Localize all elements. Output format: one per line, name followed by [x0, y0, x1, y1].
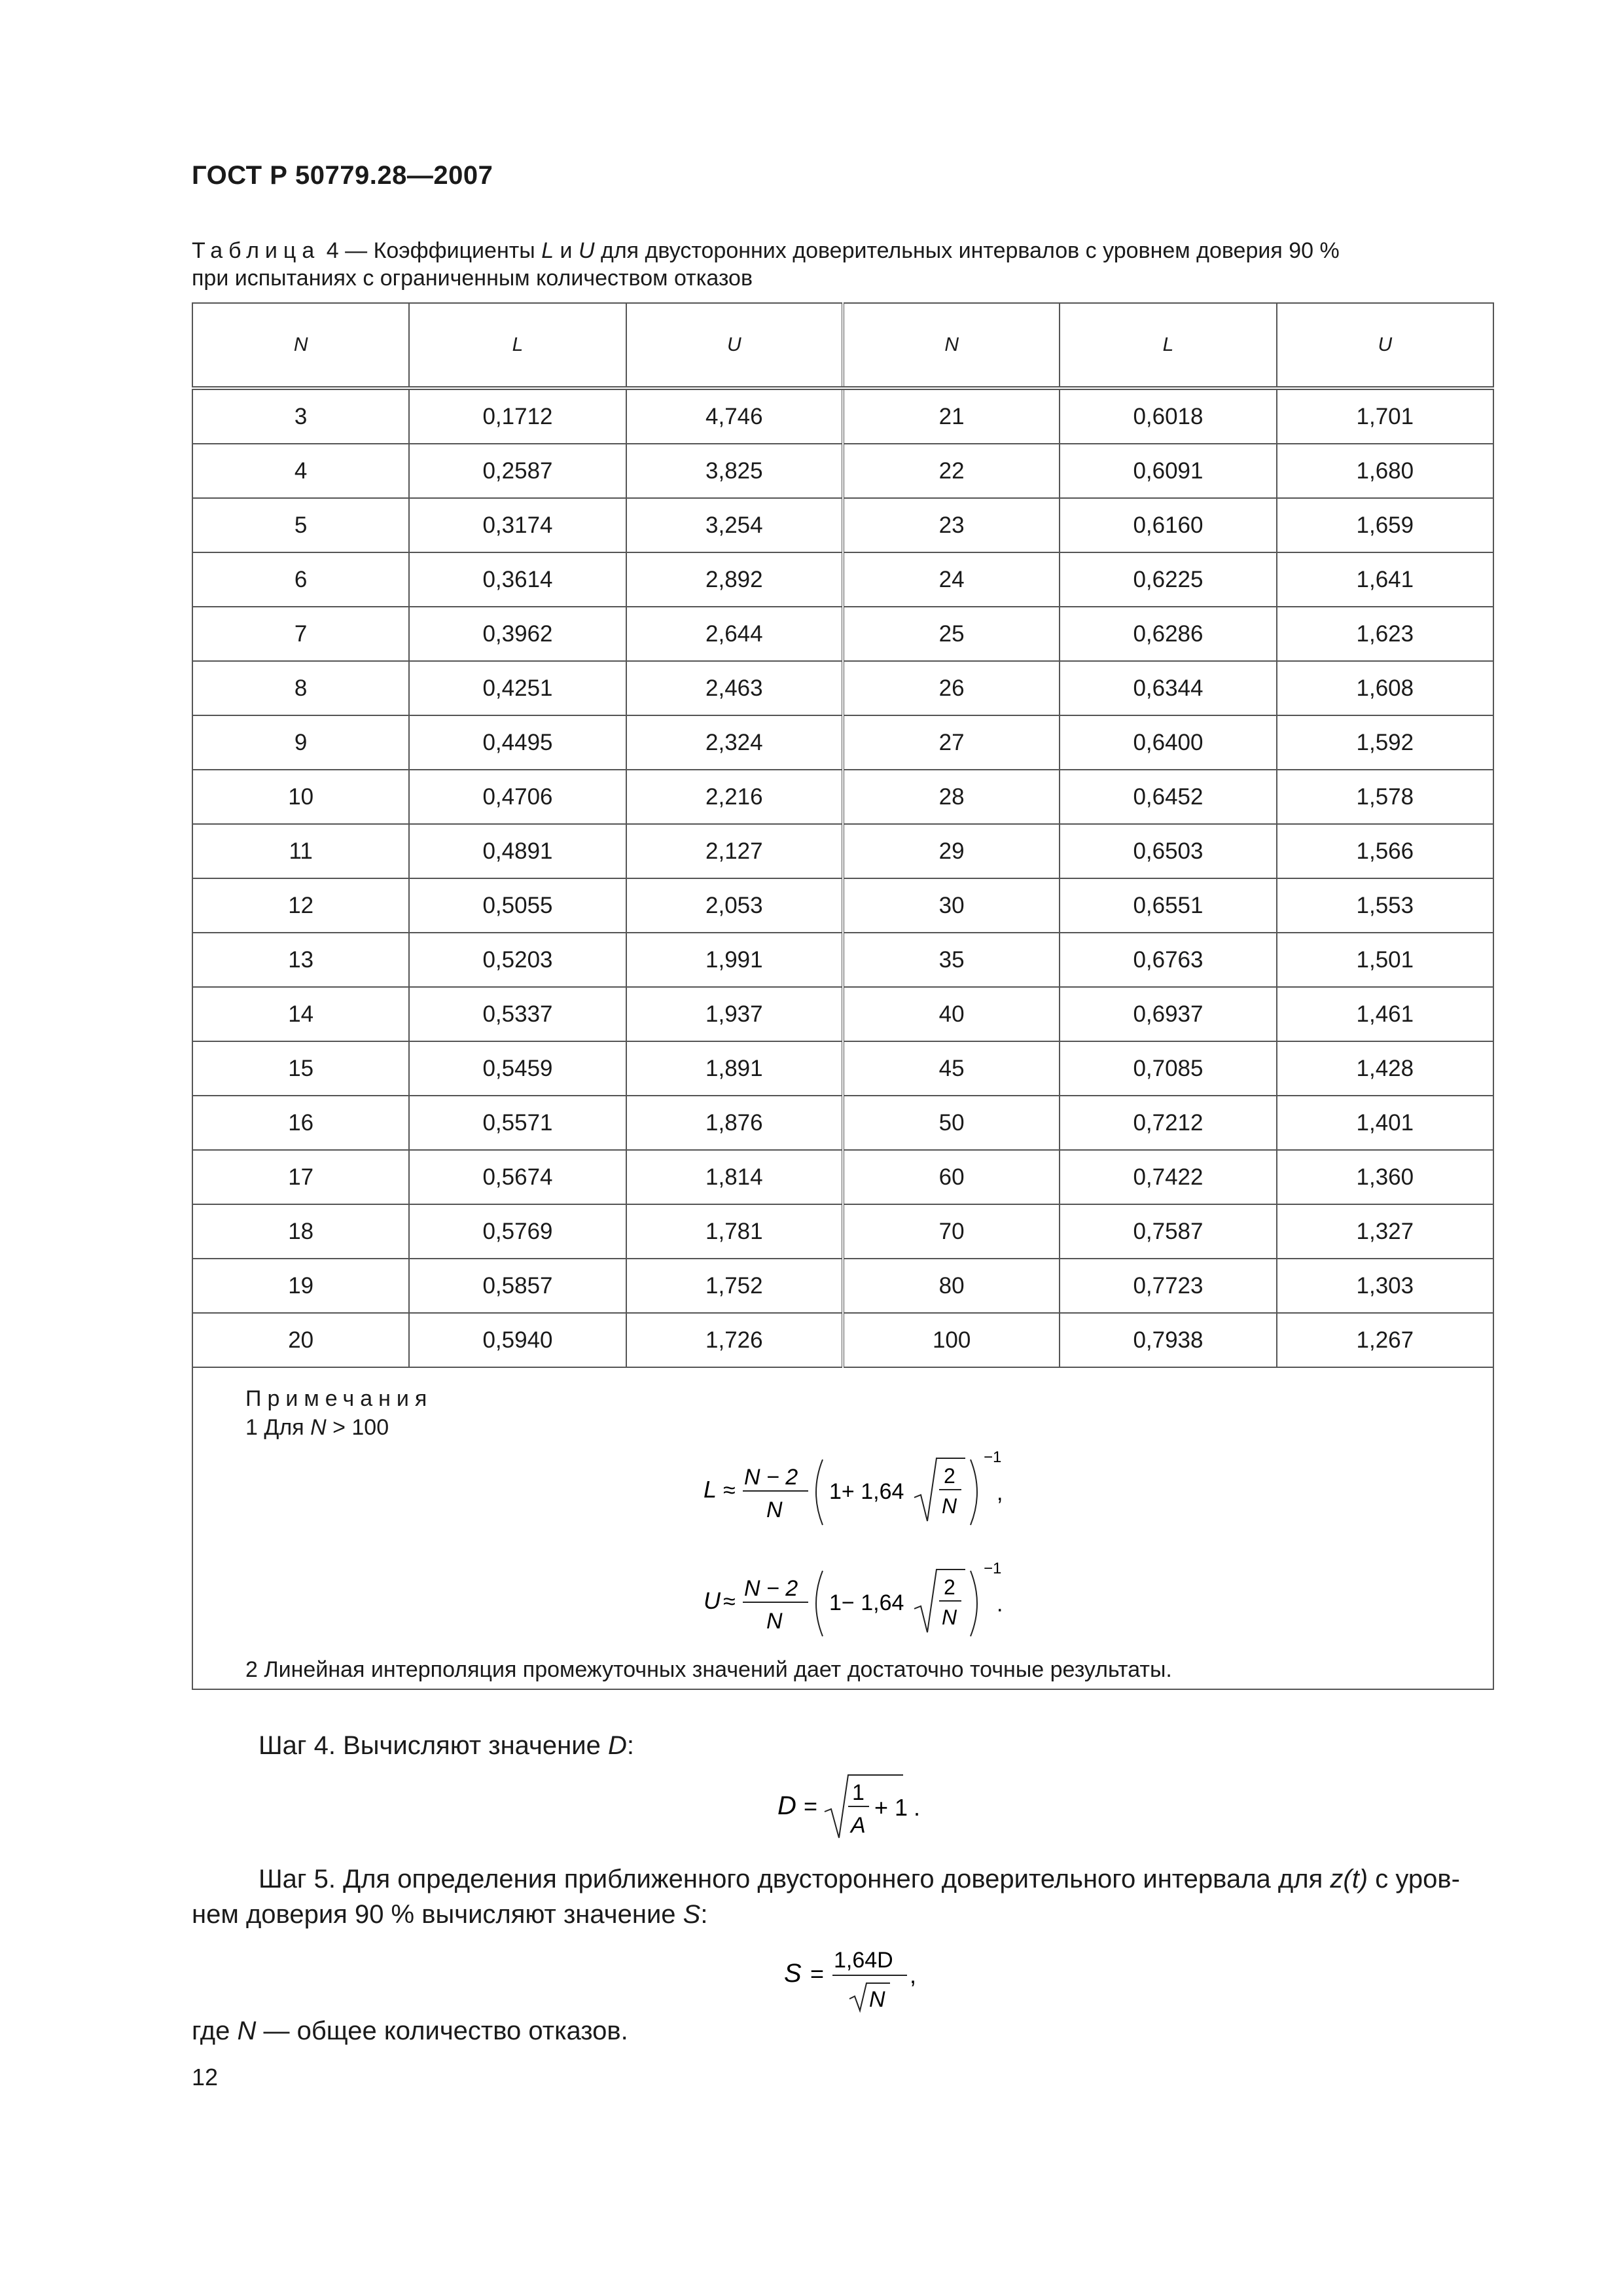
header-l-1: L [409, 303, 626, 388]
formula-L-inner: 1+ 1,64 [829, 1479, 904, 1504]
formula-L-root-den: N [942, 1494, 957, 1518]
table-cell: 0,5571 [409, 1096, 626, 1150]
table-cell: 0,7723 [1060, 1259, 1276, 1313]
table-cell: 3 [192, 388, 409, 444]
table-row [192, 607, 1493, 661]
table-cell: 4,746 [626, 388, 843, 444]
table-cell: 2,644 [626, 607, 843, 661]
table-cell: 6 [192, 552, 409, 607]
table-cell: 2,463 [626, 661, 843, 715]
table-cell: 20 [192, 1313, 409, 1367]
table-cell: 0,6452 [1060, 770, 1276, 824]
formula-S-den: N [869, 1987, 885, 2012]
table-cell: 0,4891 [409, 824, 626, 878]
table-cell: 1,401 [1277, 1096, 1493, 1150]
table-row [192, 661, 1493, 715]
table-cell: 0,5857 [409, 1259, 626, 1313]
table-cell: 0,1712 [409, 388, 626, 444]
formula-L-root-num: 2 [944, 1464, 955, 1488]
table-cell: 0,6763 [1060, 933, 1276, 987]
formula-U-lhs: U [704, 1587, 721, 1614]
formula-D-num: 1 [852, 1780, 865, 1805]
table-cell: 2,127 [626, 824, 843, 878]
table-cell: 1,267 [1277, 1313, 1493, 1367]
table-cell: 1,303 [1277, 1259, 1493, 1313]
formula-L-exp: −1 [984, 1448, 1002, 1466]
formula-L-lhs: L [704, 1476, 717, 1503]
table-cell: 1,814 [626, 1150, 843, 1204]
step4-text [259, 1728, 634, 1763]
step5-line1 [259, 1861, 1460, 1897]
formula-U-inner: 1− 1,64 [829, 1590, 904, 1615]
table-cell: 80 [843, 1259, 1060, 1313]
table-row [192, 1204, 1493, 1259]
formula-S-eq: = [810, 1960, 825, 1987]
table-cell: 19 [192, 1259, 409, 1313]
table-cell: 25 [843, 607, 1060, 661]
table-cell: 1,937 [626, 987, 843, 1041]
table-cell: 15 [192, 1041, 409, 1096]
table-cell: 13 [192, 933, 409, 987]
table-cell: 11 [192, 824, 409, 878]
document-code: ГОСТ Р 50779.28—2007 [192, 161, 493, 190]
table-row [192, 1150, 1493, 1204]
table-row [192, 1096, 1493, 1150]
table-cell: 0,4495 [409, 715, 626, 770]
table-cell: 24 [843, 552, 1060, 607]
formula-U-end: . [997, 1592, 1003, 1617]
table-cell: 30 [843, 878, 1060, 933]
table-cell: 16 [192, 1096, 409, 1150]
table-cell: 0,5459 [409, 1041, 626, 1096]
table-cell: 1,592 [1277, 715, 1493, 770]
table-cell: 0,6937 [1060, 987, 1276, 1041]
formula-U-num: N − 2 [744, 1576, 798, 1601]
step5-line2 [192, 1897, 707, 1932]
note-2: 2 Линейная интерполяция промежуточных значений дает достаточно точные результаты. [245, 1657, 1172, 1682]
formula-L-den: N [766, 1498, 783, 1522]
table-cell: 1,501 [1277, 933, 1493, 987]
step5-var-S: S [683, 1900, 701, 1929]
step5-line2-a: нем доверия 90 % вычисляют значение [192, 1900, 683, 1929]
table-row [192, 388, 1493, 444]
step5-line2-b: : [700, 1900, 708, 1929]
note1-var: N [310, 1415, 327, 1440]
formula-L-num: N − 2 [744, 1465, 798, 1490]
table-cell: 0,6503 [1060, 824, 1276, 878]
formula-U-rparen [971, 1571, 977, 1636]
table-cell: 0,7085 [1060, 1041, 1276, 1096]
formula-S-end: , [910, 1962, 917, 1988]
step4-prefix: Шаг 4. Вычисляют значение [259, 1731, 608, 1760]
table-cell: 28 [843, 770, 1060, 824]
table-cell: 1,891 [626, 1041, 843, 1096]
header-n-2: N [843, 303, 1060, 388]
table-cell: 1,608 [1277, 661, 1493, 715]
table-cell: 0,6160 [1060, 498, 1276, 552]
header-u-2: U [1277, 303, 1493, 388]
table-cell: 0,6551 [1060, 878, 1276, 933]
table-cell: 1,991 [626, 933, 843, 987]
step4-var: D [607, 1731, 627, 1760]
formula-L-approx: ≈ [723, 1478, 736, 1503]
table-cell: 18 [192, 1204, 409, 1259]
table-cell: 0,6400 [1060, 715, 1276, 770]
table-cell: 9 [192, 715, 409, 770]
table-cell: 27 [843, 715, 1060, 770]
table-cell: 0,3614 [409, 552, 626, 607]
table-cell: 29 [843, 824, 1060, 878]
table-cell: 0,6344 [1060, 661, 1276, 715]
table-cell: 0,5055 [409, 878, 626, 933]
formula-L [704, 1440, 1070, 1538]
table-cell: 0,7938 [1060, 1313, 1276, 1367]
table-cell: 50 [843, 1096, 1060, 1150]
formula-L-rparen [971, 1460, 977, 1525]
table-notes [192, 1368, 1494, 1690]
step4-colon: : [626, 1731, 634, 1760]
table-cell: 0,7422 [1060, 1150, 1276, 1204]
table-cell: 10 [192, 770, 409, 824]
formula-D-den: A [851, 1813, 866, 1838]
table-cell: 1,428 [1277, 1041, 1493, 1096]
formula-D-end: . [914, 1794, 921, 1821]
caption-label: Таблица [192, 238, 321, 263]
table-cell: 2,216 [626, 770, 843, 824]
table-cell: 0,3174 [409, 498, 626, 552]
table-row [192, 715, 1493, 770]
table-cell: 3,825 [626, 444, 843, 498]
notes-title: Примечания [245, 1386, 433, 1411]
table-cell: 0,7587 [1060, 1204, 1276, 1259]
header-u-1: U [626, 303, 843, 388]
table-cell: 21 [843, 388, 1060, 444]
table-cell: 1,876 [626, 1096, 843, 1150]
caption-var-U: U [579, 238, 595, 263]
table-cell: 1,578 [1277, 770, 1493, 824]
table-cell: 0,4706 [409, 770, 626, 824]
table-cell: 45 [843, 1041, 1060, 1096]
table-cell: 0,5337 [409, 987, 626, 1041]
table-cell: 23 [843, 498, 1060, 552]
table-cell: 1,360 [1277, 1150, 1493, 1204]
where-prefix: где [192, 2017, 238, 2045]
table-cell: 70 [843, 1204, 1060, 1259]
step5-line1-b: с уров- [1368, 1865, 1460, 1893]
table-cell: 60 [843, 1150, 1060, 1204]
table-cell: 2,892 [626, 552, 843, 607]
table-caption [192, 237, 1494, 292]
table-cell: 100 [843, 1313, 1060, 1367]
note1-suffix: > 100 [326, 1415, 389, 1440]
table-cell: 0,5203 [409, 933, 626, 987]
table-cell: 0,6286 [1060, 607, 1276, 661]
table-cell: 0,5769 [409, 1204, 626, 1259]
formula-U-exp: −1 [984, 1560, 1002, 1577]
table-cell: 1,623 [1277, 607, 1493, 661]
table-cell: 1,659 [1277, 498, 1493, 552]
table-cell: 35 [843, 933, 1060, 987]
table-row [192, 498, 1493, 552]
table-cell: 0,4251 [409, 661, 626, 715]
table-cell: 0,6225 [1060, 552, 1276, 607]
table-row [192, 552, 1493, 607]
caption-text-b: для двусторонних доверительных интервалов с уровнем доверия 90 % [594, 238, 1340, 263]
table-cell: 5 [192, 498, 409, 552]
table-row [192, 444, 1493, 498]
where-var: N [237, 2017, 257, 2045]
table-cell: 3,254 [626, 498, 843, 552]
table-cell: 7 [192, 607, 409, 661]
table-row [192, 770, 1493, 824]
formula-D [772, 1767, 942, 1846]
table-cell: 1,701 [1277, 388, 1493, 444]
table-cell: 26 [843, 661, 1060, 715]
page-number: 12 [192, 2064, 219, 2090]
formula-S [779, 1931, 936, 2016]
table-cell: 2,324 [626, 715, 843, 770]
table-cell: 17 [192, 1150, 409, 1204]
table-cell: 0,2587 [409, 444, 626, 498]
step5-line1-a: Шаг 5. Для определения приближенного двустороннего доверительного интервала для [259, 1865, 1330, 1893]
table-header-row [192, 303, 1493, 388]
header-n-1: N [192, 303, 409, 388]
table-cell: 0,5940 [409, 1313, 626, 1367]
note1-prefix: 1 Для [245, 1415, 311, 1440]
table-cell: 0,5674 [409, 1150, 626, 1204]
formula-U [704, 1551, 1070, 1649]
table-row [192, 1313, 1493, 1367]
formula-L-lparen [816, 1460, 823, 1525]
table-cell: 0,6091 [1060, 444, 1276, 498]
caption-and: и [554, 238, 579, 263]
table-cell: 1,327 [1277, 1204, 1493, 1259]
table-cell: 8 [192, 661, 409, 715]
table-cell: 1,566 [1277, 824, 1493, 878]
table-cell: 1,752 [626, 1259, 843, 1313]
table-cell: 4 [192, 444, 409, 498]
formula-U-root-den: N [942, 1605, 957, 1629]
table-cell: 0,6018 [1060, 388, 1276, 444]
formula-L-end: , [997, 1480, 1003, 1505]
table-cell: 1,553 [1277, 878, 1493, 933]
table-row [192, 1041, 1493, 1096]
table-row [192, 1259, 1493, 1313]
where-rest: — общее количество отказов. [256, 2017, 628, 2045]
table-cell: 2,053 [626, 878, 843, 933]
table-cell: 0,7212 [1060, 1096, 1276, 1150]
table-cell: 12 [192, 878, 409, 933]
table-cell: 1,641 [1277, 552, 1493, 607]
table-cell: 1,680 [1277, 444, 1493, 498]
table-cell: 0,3962 [409, 607, 626, 661]
table-body [192, 388, 1493, 1367]
formula-U-den: N [766, 1609, 783, 1634]
caption-line2: при испытаниях с ограниченным количеством отказов [192, 266, 753, 291]
formula-U-root-num: 2 [944, 1575, 955, 1599]
table-cell: 22 [843, 444, 1060, 498]
coefficient-table-container [192, 302, 1494, 1690]
note-1 [245, 1415, 389, 1441]
table-row [192, 933, 1493, 987]
caption-text-a: 4 — Коэффициенты [326, 238, 542, 263]
formula-D-lhs: D [777, 1791, 796, 1820]
formula-S-lhs: S [784, 1959, 802, 1988]
formula-U-lparen [816, 1571, 823, 1636]
coefficient-table [192, 302, 1494, 1368]
step5-var-z: z(t) [1330, 1865, 1368, 1893]
table-row [192, 878, 1493, 933]
table-cell: 14 [192, 987, 409, 1041]
formula-U-approx: ≈ [723, 1589, 736, 1614]
table-row [192, 987, 1493, 1041]
table-cell: 1,726 [626, 1313, 843, 1367]
table-row [192, 824, 1493, 878]
header-l-2: L [1060, 303, 1276, 388]
table-cell: 40 [843, 987, 1060, 1041]
formula-D-plus: + 1 [874, 1794, 908, 1821]
formula-D-eq: = [804, 1793, 818, 1820]
table-cell: 1,781 [626, 1204, 843, 1259]
formula-S-num: 1,64D [834, 1948, 893, 1973]
where-clause [192, 2013, 628, 2049]
caption-var-L: L [541, 238, 554, 263]
table-cell: 1,461 [1277, 987, 1493, 1041]
